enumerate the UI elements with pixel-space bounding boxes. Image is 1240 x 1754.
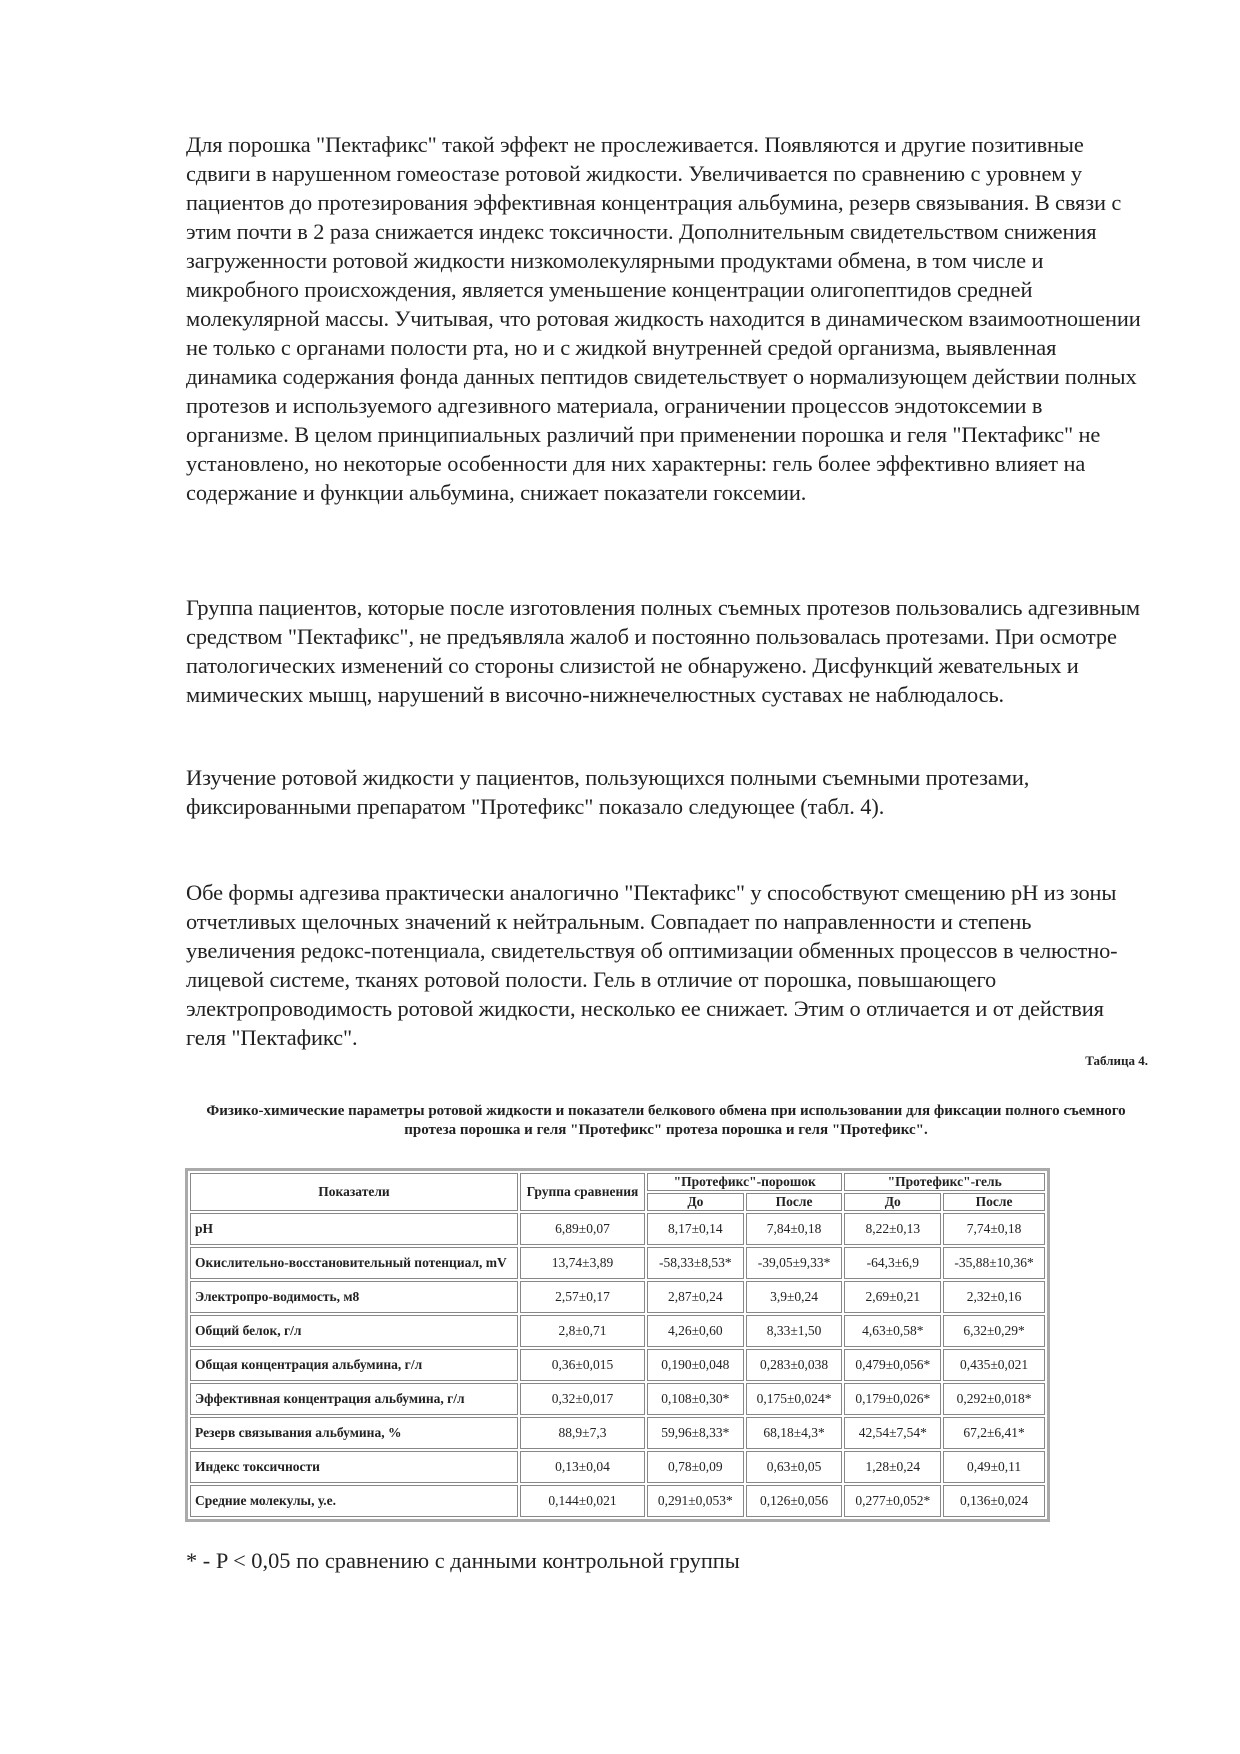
header-powder-before: До xyxy=(647,1193,744,1211)
table-cell: 0,292±0,018* xyxy=(943,1383,1045,1415)
header-powder-after: После xyxy=(746,1193,843,1211)
table-label: Таблица 4. xyxy=(1085,1053,1148,1068)
table-cell: 0,179±0,026* xyxy=(844,1383,941,1415)
table-cell: 0,283±0,038 xyxy=(746,1349,843,1381)
table-cell: 13,74±3,89 xyxy=(520,1247,645,1279)
table-cell: 2,32±0,16 xyxy=(943,1281,1045,1313)
row-label: Резерв связывания альбумина, % xyxy=(190,1417,518,1449)
table-cell: 0,175±0,024* xyxy=(746,1383,843,1415)
table-header-row xyxy=(190,1173,1045,1191)
paragraph-2: Группа пациентов, которые после изготовления полных съемных протезов пользовались адгезивным средством "Пектафикс", не предъявляла жалоб и постоянно пользовалась протезами. При осмотре патологических изменений со стороны слизистой не обнаружено. Дисфункций жевательных и мимических мышц, нарушений в височно-нижнечелюстных суставах не наблюдалось. xyxy=(186,595,1140,707)
table-row xyxy=(190,1247,1045,1279)
table-cell: 59,96±8,33* xyxy=(647,1417,744,1449)
table-cell: 0,190±0,048 xyxy=(647,1349,744,1381)
table-cell: 0,32±0,017 xyxy=(520,1383,645,1415)
table-row xyxy=(190,1281,1045,1313)
table-cell: 0,78±0,09 xyxy=(647,1451,744,1483)
table-cell: 68,18±4,3* xyxy=(746,1417,843,1449)
table-cell: -35,88±10,36* xyxy=(943,1247,1045,1279)
table-cell: 3,9±0,24 xyxy=(746,1281,843,1313)
table-row xyxy=(190,1315,1045,1347)
table-row xyxy=(190,1383,1045,1415)
table-title: Физико-химические параметры ротовой жидкости и показатели белкового обмена при использовании для фиксации полного съемного протеза порошка и геля "Протефикс" протеза порошка и геля "Протефикс". xyxy=(206,1103,1126,1138)
table-cell: 4,63±0,58* xyxy=(844,1315,941,1347)
table-cell: 0,144±0,021 xyxy=(520,1485,645,1517)
table-cell: 6,89±0,07 xyxy=(520,1213,645,1245)
table-cell: -39,05±9,33* xyxy=(746,1247,843,1279)
table-cell: 1,28±0,24 xyxy=(844,1451,941,1483)
table-cell: 7,84±0,18 xyxy=(746,1213,843,1245)
table-cell: 0,291±0,053* xyxy=(647,1485,744,1517)
row-label: Общая концентрация альбумина, г/л xyxy=(190,1349,518,1381)
table-row xyxy=(190,1417,1045,1449)
table-row xyxy=(190,1485,1045,1517)
header-powder: "Протефикс"-порошок xyxy=(647,1173,842,1191)
table-cell: -58,33±8,53* xyxy=(647,1247,744,1279)
table-cell: 0,36±0,015 xyxy=(520,1349,645,1381)
header-gel: "Протефикс"-гель xyxy=(844,1173,1045,1191)
table-body xyxy=(190,1213,1045,1517)
table-cell: 0,13±0,04 xyxy=(520,1451,645,1483)
header-indicator: Показатели xyxy=(190,1173,518,1211)
table-cell: 2,69±0,21 xyxy=(844,1281,941,1313)
table-cell: 0,277±0,052* xyxy=(844,1485,941,1517)
table-cell: 7,74±0,18 xyxy=(943,1213,1045,1245)
table-cell: -64,3±6,9 xyxy=(844,1247,941,1279)
table-cell: 8,17±0,14 xyxy=(647,1213,744,1245)
paragraph-3: Изучение ротовой жидкости у пациентов, пользующихся полными съемными протезами, фиксированными препаратом "Протефикс" показало следующее (табл. 4). xyxy=(186,765,1030,819)
header-gel-before: До xyxy=(844,1193,941,1211)
paragraph-1: Для порошка "Пектафикс" такой эффект не прослеживается. Появляются и другие позитивные сдвиги в нарушенном гомеостазе ротовой жидкости. Увеличивается по сравнению с уровнем у пациентов до протезирования эффективная концентрация альбумина, резерв связывания. В связи с этим почти в 2 раза снижается индекс токсичности. Дополнительным свидетельством снижения загруженности ротовой жидкости низкомолекулярными продуктами обмена, в том числе и микробного происхождения, является уменьшение концентрации олигопептидов средней молекулярной массы. Учитывая, что ротовая жидкость находится в динамическом взаимоотношении не только с органами полости рта, но и с жидкой внутренней средой организма, выявленная динамика содержания фонда данных пептидов свидетельствует о нормализующем действии полных протезов и используемого адгезивного материала, ограничении процессов эндотоксемии в организме. В целом принципиальных различий при применении порошка и геля "Пектафикс" не установлено, но некоторые особенности для них характерны: гель более эффективно влияет на содержание и функции альбумина, снижает показатели гоксемии. xyxy=(186,132,1141,505)
table-row xyxy=(190,1213,1045,1245)
table-cell: 42,54±7,54* xyxy=(844,1417,941,1449)
table-cell: 0,479±0,056* xyxy=(844,1349,941,1381)
table-cell: 0,435±0,021 xyxy=(943,1349,1045,1381)
paragraph-4: Обе формы адгезива практически аналогично "Пектафикс" у способствуют смещению рН из зоны отчетливых щелочных значений к нейтральным. Совпадает по направленности и степень увеличения редокс-потенциала, свидетельствуя об оптимизации обменных процессов в челюстно-лицевой системе, тканях ротовой полости. Гель в отличие от порошка, повышающего электропроводимость ротовой жидкости, несколько ее снижает. Этим о отличается и от действия геля "Пектафикс". xyxy=(186,880,1118,1050)
table-cell: 0,136±0,024 xyxy=(943,1485,1045,1517)
table-cell: 0,63±0,05 xyxy=(746,1451,843,1483)
row-label: Общий белок, г/л xyxy=(190,1315,518,1347)
table-row xyxy=(190,1451,1045,1483)
table-cell: 8,33±1,50 xyxy=(746,1315,843,1347)
row-label: рН xyxy=(190,1213,518,1245)
table-cell: 0,49±0,11 xyxy=(943,1451,1045,1483)
table-cell: 0,126±0,056 xyxy=(746,1485,843,1517)
table-cell: 6,32±0,29* xyxy=(943,1315,1045,1347)
row-label: Средние молекулы, у.е. xyxy=(190,1485,518,1517)
table-row xyxy=(190,1349,1045,1381)
table-cell: 0,108±0,30* xyxy=(647,1383,744,1415)
row-label: Эффективная концентрация альбумина, г/л xyxy=(190,1383,518,1415)
data-table-frame xyxy=(185,1168,1050,1522)
table-cell: 88,9±7,3 xyxy=(520,1417,645,1449)
table-cell: 8,22±0,13 xyxy=(844,1213,941,1245)
table-cell: 2,57±0,17 xyxy=(520,1281,645,1313)
row-label: Окислительно-восстановительный потенциал, mV xyxy=(190,1247,518,1279)
data-table xyxy=(188,1171,1047,1519)
table-cell: 2,87±0,24 xyxy=(647,1281,744,1313)
table-cell: 4,26±0,60 xyxy=(647,1315,744,1347)
row-label: Индекс токсичности xyxy=(190,1451,518,1483)
table-cell: 2,8±0,71 xyxy=(520,1315,645,1347)
header-gel-after: После xyxy=(943,1193,1045,1211)
table-cell: 67,2±6,41* xyxy=(943,1417,1045,1449)
row-label: Электропро-водимость, м8 xyxy=(190,1281,518,1313)
footnote: * - P < 0,05 по сравнению с данными контрольной группы xyxy=(186,1548,740,1573)
header-comparison: Группа сравнения xyxy=(520,1173,645,1211)
